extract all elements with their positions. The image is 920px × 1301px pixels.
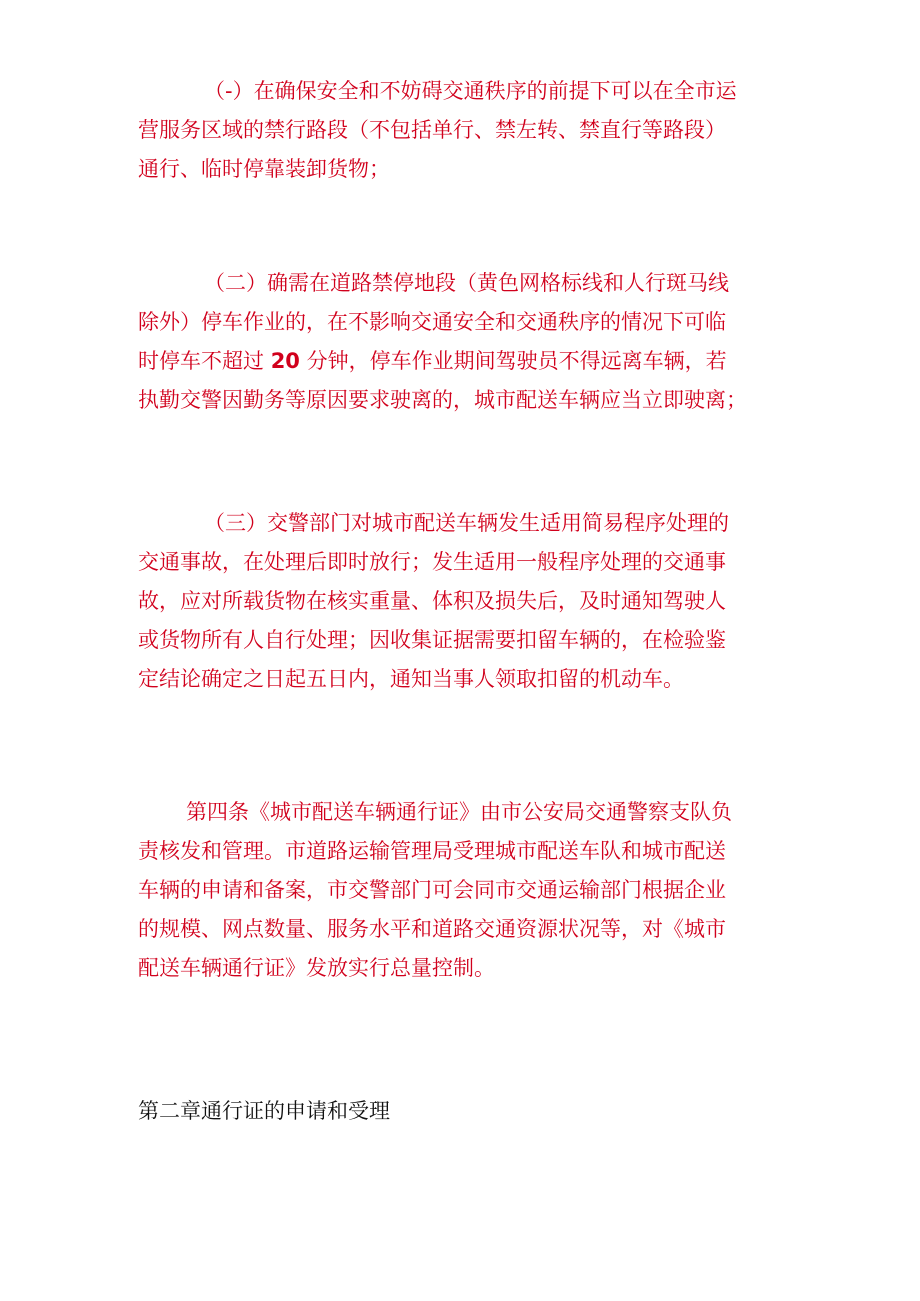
chapter-title: 第二章通行证的申请和受理	[138, 1099, 390, 1123]
paragraph-line: （二）确需在道路禁停地段（黄色网格标线和人行斑马线	[204, 271, 729, 295]
paragraph-1	[138, 72, 798, 189]
paragraph-line: 定结论确定之日起五日内，通知当事人领取扣留的机动车。	[138, 667, 684, 691]
paragraph-line: 故，应对所载货物在核实重量、体积及损失后，及时通知驾驶人	[138, 589, 726, 613]
paragraph-4	[138, 793, 798, 988]
paragraph-line-with-number	[138, 342, 798, 381]
paragraph-line: （-）在确保安全和不妨碍交通秩序的前提下可以在全市运	[204, 79, 737, 103]
paragraph-2	[138, 264, 798, 420]
paragraph-line: 配送车辆通行证》发放实行总量控制。	[138, 956, 495, 980]
paragraph-line: 责核发和管理。市道路运输管理局受理城市配送车队和城市配送	[138, 839, 726, 863]
line-prefix: 时停车不超过	[138, 349, 271, 373]
paragraph-line: 营服务区域的禁行路段（不包括单行、禁左转、禁直行等路段）	[138, 118, 726, 142]
paragraph-line: 交通事故，在处理后即时放行；发生适用一般程序处理的交通事	[138, 550, 726, 574]
paragraph-line: 第四条《城市配送车辆通行证》由市公安局交通警察支队负	[186, 800, 732, 824]
paragraph-3	[138, 504, 798, 699]
paragraph-line: （三）交警部门对城市配送车辆发生适用简易程序处理的	[204, 511, 729, 535]
paragraph-line: 执勤交警因勤务等原因要求驶离的，城市配送车辆应当立即驶离；	[138, 388, 747, 412]
minutes-number: 20	[270, 349, 300, 373]
paragraph-line: 通行、临时停靠装卸货物；	[138, 157, 390, 181]
line-suffix: 分钟，停车作业期间驾驶员不得远离车辆，若	[299, 349, 727, 373]
chapter-heading	[138, 1092, 798, 1131]
paragraph-line: 除外）停车作业的，在不影响交通安全和交通秩序的情况下可临	[138, 310, 726, 334]
paragraph-line: 车辆的申请和备案，市交警部门可会同市交通运输部门根据企业	[138, 878, 726, 902]
paragraph-line: 的规模、网点数量、服务水平和道路交通资源状况等，对《城市	[138, 917, 726, 941]
paragraph-line: 或货物所有人自行处理；因收集证据需要扣留车辆的，在检验鉴	[138, 628, 726, 652]
